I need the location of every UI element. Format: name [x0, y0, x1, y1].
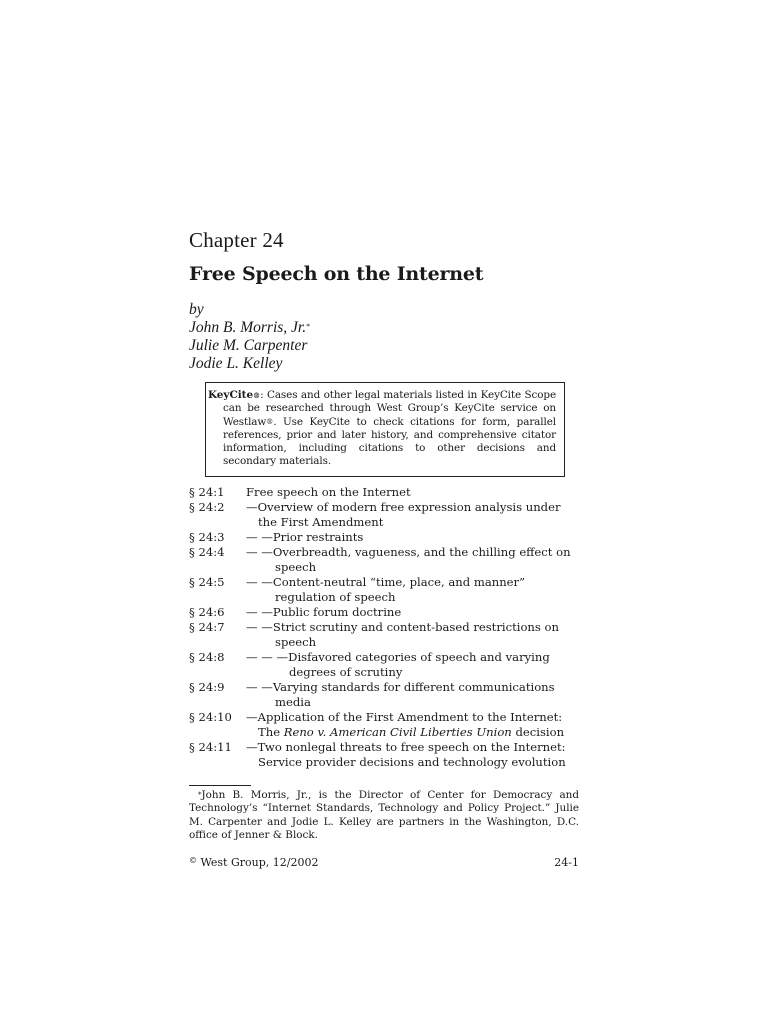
author-name: Jodie L. Kelley	[189, 355, 283, 372]
publisher-line	[189, 856, 318, 869]
outline-row	[189, 485, 579, 500]
section-title: —Overview of modern free expression analysis under the First Amendment	[246, 500, 561, 529]
section-title: — —Prior restraints	[246, 530, 364, 544]
section-title: — —Strict scrutiny and content-based restrictions on speech	[246, 620, 559, 649]
author-block	[189, 301, 310, 373]
section-number: § 24:6	[189, 605, 225, 619]
keycite-label: KeyCite®	[208, 389, 261, 401]
footnote-divider	[189, 785, 251, 786]
chapter-title: Free Speech on the Internet	[189, 263, 484, 285]
outline-row	[189, 500, 579, 530]
section-title: — —Content-neutral “time, place, and manner” regulation of speech	[246, 575, 525, 604]
case-name: Reno v. American Civil Liberties Union	[283, 725, 512, 739]
section-number: § 24:9	[189, 680, 225, 694]
outline-row	[189, 710, 579, 740]
by-label: by	[189, 301, 204, 318]
outline-row	[189, 605, 579, 620]
outline-row	[189, 740, 579, 770]
outline-row	[189, 575, 579, 605]
footnote	[189, 789, 579, 842]
keycite-notice	[205, 382, 565, 477]
section-number: § 24:10	[189, 710, 232, 724]
section-number: § 24:4	[189, 545, 225, 559]
section-number: § 24:11	[189, 740, 232, 754]
registered-mark: ®	[266, 417, 274, 426]
publisher-text: West Group, 12/2002	[197, 856, 319, 869]
footnote-text: John B. Morris, Jr., is the Director of Center for Democracy and Technology’s “Internet Standards, Technology and Policy Project.” Julie M. Carpenter and Jodie L. Kelley are partners in the Washington, D.C. office of Jenner & Block.	[189, 789, 579, 841]
section-title: —Two nonlegal threats to free speech on the Internet: Service provider decisions and technology evolution	[246, 740, 566, 769]
footnote-mark: *	[306, 322, 311, 331]
author-name	[189, 319, 310, 337]
copyright-mark: ©	[189, 856, 197, 865]
outline-row	[189, 530, 579, 545]
section-title: Free speech on the Internet	[246, 485, 411, 499]
section-number: § 24:8	[189, 650, 225, 664]
section-number: § 24:5	[189, 575, 225, 589]
section-number: § 24:2	[189, 500, 225, 514]
section-number: § 24:7	[189, 620, 225, 634]
section-number: § 24:1	[189, 485, 225, 499]
keycite-text: : Cases and other legal materials listed in KeyCite Scope can be researched through West Group’s KeyCite service on Westlaw	[223, 389, 556, 428]
section-title: — — —Disfavored categories of speech and varying degrees of scrutiny	[246, 650, 550, 679]
section-title: —Application of the First Amendment to the Internet: The Reno v. American Civil Liberties Union decision	[246, 710, 565, 739]
keycite-text-cont: . Use KeyCite to check citations for form, parallel references, prior and later history, and comprehensive citator information, including citations to other decisions and secondary materials.	[223, 415, 556, 468]
outline-row	[189, 650, 579, 680]
section-number: § 24:3	[189, 530, 225, 544]
footnote-mark: *	[198, 791, 202, 799]
document-page	[189, 0, 579, 1024]
section-outline	[189, 485, 579, 770]
outline-row	[189, 620, 579, 650]
section-title: — —Overbreadth, vagueness, and the chilling effect on speech	[246, 545, 571, 574]
outline-row	[189, 680, 579, 710]
author-name: Julie M. Carpenter	[189, 337, 308, 354]
outline-row	[189, 545, 579, 575]
section-title: — —Varying standards for different communications media	[246, 680, 555, 709]
chapter-number: Chapter 24	[189, 228, 284, 252]
author-name-text: John B. Morris, Jr.	[189, 319, 307, 336]
page-number: 24-1	[554, 856, 579, 869]
section-title: — —Public forum doctrine	[246, 605, 402, 619]
